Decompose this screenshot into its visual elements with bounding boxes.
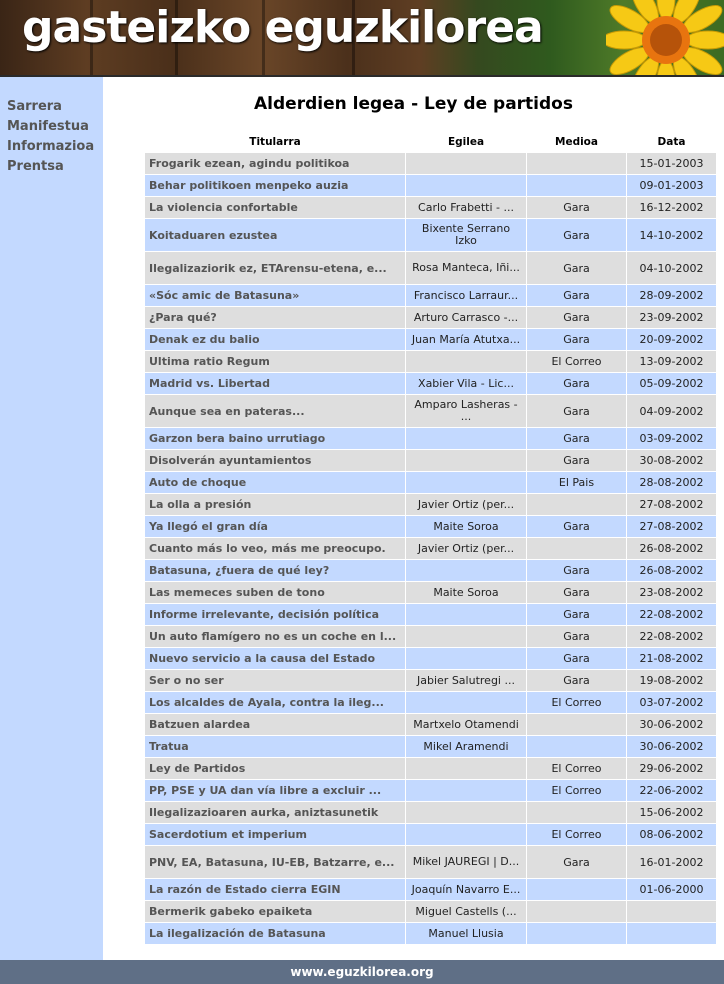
cell-author: Martxelo Otamendi [406,714,526,735]
table-row [145,252,716,284]
cell-date: 28-08-2002 [627,472,716,493]
header-divider [0,75,724,77]
table-row [145,879,716,900]
cell-title[interactable]: Denak ez du balio [145,329,405,350]
table-row [145,802,716,823]
cell-date: 14-10-2002 [627,219,716,251]
cell-media [527,714,626,735]
cell-author: Rosa Manteca, Iñi... [406,252,526,284]
table-row [145,197,716,218]
cell-date: 16-01-2002 [627,846,716,878]
cell-title[interactable]: Ilegalizaziorik ez, ETArensu-etena, e... [145,252,405,284]
table-row [145,450,716,471]
cell-author [406,450,526,471]
cell-date: 23-08-2002 [627,582,716,603]
cell-date: 03-07-2002 [627,692,716,713]
cell-media: Gara [527,373,626,394]
cell-media: El Correo [527,692,626,713]
cell-media: El Correo [527,351,626,372]
cell-title[interactable]: La violencia confortable [145,197,405,218]
cell-title[interactable]: PP, PSE y UA dan vía libre a excluir ... [145,780,405,801]
cell-title[interactable]: Ley de Partidos [145,758,405,779]
cell-title[interactable]: Auto de choque [145,472,405,493]
table-row [145,560,716,581]
cell-author: Javier Ortiz (per... [406,538,526,559]
cell-date: 22-08-2002 [627,604,716,625]
cell-title[interactable]: Bermerik gabeko epaiketa [145,901,405,922]
cell-author: Mikel Aramendi [406,736,526,757]
cell-author [406,692,526,713]
cell-media: Gara [527,285,626,306]
cell-author [406,472,526,493]
cell-author: Amparo Lasheras - ... [406,395,526,427]
cell-media: Gara [527,516,626,537]
column-header-egilea: Egilea [406,132,526,152]
cell-title[interactable]: Garzon bera baino urrutiago [145,428,405,449]
cell-title[interactable]: Sacerdotium et imperium [145,824,405,845]
cell-author [406,780,526,801]
cell-author: Arturo Carrasco -... [406,307,526,328]
table-row [145,648,716,669]
table-row [145,758,716,779]
cell-title[interactable]: Behar politikoen menpeko auzia [145,175,405,196]
cell-media: Gara [527,329,626,350]
cell-author [406,626,526,647]
cell-media: El Correo [527,780,626,801]
cell-author [406,648,526,669]
cell-title[interactable]: Batasuna, ¿fuera de qué ley? [145,560,405,581]
cell-title[interactable]: La razón de Estado cierra EGIN [145,879,405,900]
cell-media: Gara [527,560,626,581]
cell-media: Gara [527,307,626,328]
cell-media: Gara [527,219,626,251]
cell-author: Francisco Larraur... [406,285,526,306]
cell-media: El Correo [527,758,626,779]
table-row [145,736,716,757]
articles-table-body [145,153,716,944]
table-row [145,516,716,537]
articles-table [144,131,717,945]
cell-date: 05-09-2002 [627,373,716,394]
table-row [145,626,716,647]
cell-author: Bixente Serrano Izko [406,219,526,251]
table-row [145,538,716,559]
cell-media: Gara [527,395,626,427]
cell-date: 15-01-2003 [627,153,716,174]
cell-date [627,901,716,922]
cell-media: Gara [527,450,626,471]
cell-title[interactable]: Los alcaldes de Ayala, contra la ileg... [145,692,405,713]
cell-date: 29-06-2002 [627,758,716,779]
cell-author: Maite Soroa [406,582,526,603]
table-row [145,923,716,944]
site-footer [0,960,724,984]
cell-date: 28-09-2002 [627,285,716,306]
cell-date: 27-08-2002 [627,494,716,515]
cell-date: 20-09-2002 [627,329,716,350]
sidebar-item-sarrera[interactable]: Sarrera [7,99,62,114]
table-row [145,692,716,713]
cell-title[interactable]: Ilegalizazioaren aurka, aniztasunetik [145,802,405,823]
table-header-row [145,132,716,152]
cell-date [627,923,716,944]
table-row [145,780,716,801]
cell-title[interactable]: Aunque sea en pateras... [145,395,405,427]
table-row [145,285,716,306]
sidebar-item-informazioa[interactable]: Informazioa [7,139,95,154]
cell-media [527,736,626,757]
cell-author: Manuel Llusia [406,923,526,944]
cell-media: Gara [527,197,626,218]
table-row [145,494,716,515]
cell-title[interactable]: La olla a presión [145,494,405,515]
cell-title[interactable]: Frogarik ezean, agindu politikoa [145,153,405,174]
table-row [145,670,716,691]
cell-author [406,758,526,779]
cell-title[interactable]: Las memeces suben de tono [145,582,405,603]
cell-author [406,428,526,449]
cell-author [406,175,526,196]
cell-media [527,802,626,823]
cell-media: Gara [527,648,626,669]
table-row [145,824,716,845]
cell-date: 15-06-2002 [627,802,716,823]
cell-date: 01-06-2000 [627,879,716,900]
cell-author: Miguel Castells (... [406,901,526,922]
cell-date: 04-09-2002 [627,395,716,427]
cell-title[interactable]: Cuanto más lo veo, más me preocupo. [145,538,405,559]
sunflower-logo-icon [606,0,724,77]
site-header [0,0,724,77]
table-row [145,428,716,449]
cell-title[interactable]: Ultima ratio Regum [145,351,405,372]
cell-author: Juan María Atutxa... [406,329,526,350]
cell-media: Gara [527,626,626,647]
cell-author: Joaquín Navarro E... [406,879,526,900]
cell-title[interactable]: Koitaduaren ezustea [145,219,405,251]
cell-title[interactable]: Nuevo servicio a la causa del Estado [145,648,405,669]
cell-title[interactable]: ¿Para qué? [145,307,405,328]
table-row [145,901,716,922]
column-header-medioa: Medioa [527,132,626,152]
cell-author [406,604,526,625]
cell-author: Jabier Salutregi ... [406,670,526,691]
cell-title[interactable]: «Sóc amic de Batasuna» [145,285,405,306]
table-row [145,714,716,735]
column-header-data: Data [627,132,716,152]
sidebar [0,77,103,960]
cell-title[interactable]: Ser o no ser [145,670,405,691]
cell-date: 22-08-2002 [627,626,716,647]
cell-title[interactable]: Tratua [145,736,405,757]
cell-title[interactable]: Informe irrelevante, decisión política [145,604,405,625]
cell-media: El Pais [527,472,626,493]
cell-date: 30-06-2002 [627,714,716,735]
table-row [145,395,716,427]
cell-media: Gara [527,582,626,603]
site-title: gasteizko eguzkilorea [22,2,543,53]
table-row [145,373,716,394]
cell-author: Javier Ortiz (per... [406,494,526,515]
cell-author: Carlo Frabetti - ... [406,197,526,218]
cell-date: 22-06-2002 [627,780,716,801]
cell-author [406,351,526,372]
table-row [145,472,716,493]
cell-date: 16-12-2002 [627,197,716,218]
cell-date: 30-08-2002 [627,450,716,471]
cell-title[interactable]: Un auto flamígero no es un coche en l... [145,626,405,647]
cell-date: 21-08-2002 [627,648,716,669]
cell-media [527,879,626,900]
cell-media: Gara [527,604,626,625]
sidebar-item-manifestua[interactable]: Manifestua [7,119,89,134]
cell-media: Gara [527,252,626,284]
cell-media [527,153,626,174]
page-title: Alderdien legea - Ley de partidos [254,94,573,114]
cell-media [527,175,626,196]
cell-author: Mikel JAUREGI | D... [406,846,526,878]
cell-date: 27-08-2002 [627,516,716,537]
cell-media [527,923,626,944]
cell-date: 09-01-2003 [627,175,716,196]
cell-media [527,538,626,559]
footer-url[interactable]: www.eguzkilorea.org [290,965,434,979]
cell-date: 08-06-2002 [627,824,716,845]
table-row [145,153,716,174]
cell-media: El Correo [527,824,626,845]
cell-title[interactable]: Madrid vs. Libertad [145,373,405,394]
cell-date: 26-08-2002 [627,560,716,581]
sidebar-nav [0,77,103,177]
table-row [145,604,716,625]
table-row [145,175,716,196]
cell-media: Gara [527,428,626,449]
table-row [145,351,716,372]
cell-date: 26-08-2002 [627,538,716,559]
cell-media [527,901,626,922]
cell-media: Gara [527,846,626,878]
cell-media: Gara [527,670,626,691]
cell-title[interactable]: PNV, EA, Batasuna, IU-EB, Batzarre, e... [145,846,405,878]
cell-author [406,802,526,823]
cell-media [527,494,626,515]
column-header-titularra: Titularra [145,132,405,152]
cell-date: 30-06-2002 [627,736,716,757]
cell-date: 19-08-2002 [627,670,716,691]
cell-author: Xabier Vila - Lic... [406,373,526,394]
cell-date: 04-10-2002 [627,252,716,284]
cell-date: 03-09-2002 [627,428,716,449]
cell-title[interactable]: Batzuen alardea [145,714,405,735]
cell-date: 23-09-2002 [627,307,716,328]
cell-author [406,560,526,581]
cell-author [406,824,526,845]
sidebar-item-prentsa[interactable]: Prentsa [7,159,64,174]
table-row [145,329,716,350]
cell-date: 13-09-2002 [627,351,716,372]
cell-title[interactable]: La ilegalización de Batasuna [145,923,405,944]
table-row [145,307,716,328]
table-row [145,582,716,603]
table-row [145,219,716,251]
cell-title[interactable]: Ya llegó el gran día [145,516,405,537]
cell-title[interactable]: Disolverán ayuntamientos [145,450,405,471]
table-row [145,846,716,878]
cell-author: Maite Soroa [406,516,526,537]
cell-author [406,153,526,174]
